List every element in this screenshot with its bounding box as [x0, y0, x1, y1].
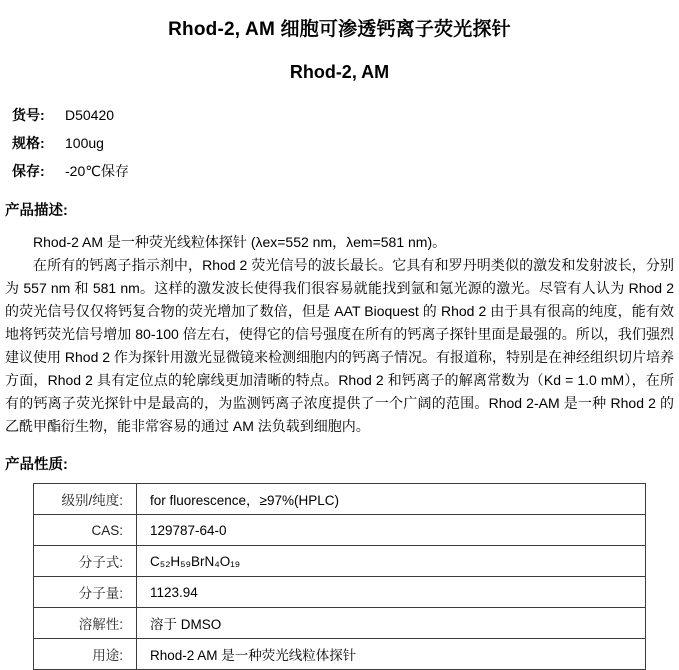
page-subtitle: Rhod-2, AM	[289, 62, 390, 82]
table-row-molecular-weight	[34, 577, 646, 608]
info-row-storage	[12, 157, 674, 185]
row-label: 用途:	[34, 639, 137, 670]
row-label: 溶解性:	[34, 608, 137, 639]
row-value: 1123.94	[137, 577, 646, 608]
description-body	[5, 231, 674, 438]
row-value: C₅₂H₅₉BrN₄O₁₉	[137, 546, 646, 577]
storage-value: -20℃保存	[65, 163, 129, 179]
table-row-grade	[34, 484, 646, 515]
package-size-label: 规格:	[12, 135, 45, 151]
properties-section-heading: 产品性质:	[5, 457, 68, 473]
row-label: 分子式:	[34, 546, 137, 577]
table-row-molecular-formula	[34, 546, 646, 577]
table-row-cas	[34, 515, 646, 546]
page-title: Rhod-2, AM 细胞可渗透钙离子荧光探针	[168, 19, 511, 40]
storage-label: 保存:	[12, 163, 45, 179]
info-row-catalog	[12, 101, 674, 129]
product-info-block	[5, 101, 674, 185]
row-label: CAS:	[34, 515, 137, 546]
catalog-number-label: 货号:	[12, 107, 45, 123]
info-row-size	[12, 129, 674, 157]
description-paragraph: 在所有的钙离子指示剂中，Rhod 2 荧光信号的波长最长。它具有和罗丹明类似的激发和发射波长，分别为 557 nm 和 581 nm。这样的激发波长使得我们很容易就能找到氩和氪光源的激光。尽管有人认为 Rhod 2 的荧光信号仅仅将钙复合物的荧光增加了数倍，但是 AAT Bioquest 的 Rhod 2 由于具有很高的纯度，能有效地将钙荧光信号增加 80-100 倍左右，使得它的信号强度在所有的钙离子探针里面是最强的。所以，我们强烈建议使用 Rhod 2 作为探针用激光显微镜来检测细胞内的钙离子情况。有报道称，特别是在神经组织切片培养方面，Rhod 2 具有定位点的轮廓线更加清晰的特点。Rhod 2 和钙离子的解离常数为（Kd = 1.0 mM），在所有的钙离子荧光探针中是最高的，为监测钙离子浓度提供了一个广阔的范围。Rhod 2-AM 是一种 Rhod 2 的乙酰甲酯衍生物，能非常容易的通过 AM 法负载到细胞内。	[5, 257, 674, 434]
table-row-solubility	[34, 608, 646, 639]
row-value: 溶于 DMSO	[137, 608, 646, 639]
row-value: for fluorescence，≥97%(HPLC)	[137, 484, 646, 515]
row-label: 级别/纯度:	[34, 484, 137, 515]
row-label: 分子量:	[34, 577, 137, 608]
description-section-heading: 产品描述:	[5, 203, 68, 219]
catalog-number-value: D50420	[65, 107, 115, 123]
row-value: 129787-64-0	[137, 515, 646, 546]
description-paragraph: Rhod-2 AM 是一种荧光线粒体探针 (λex=552 nm，λem=581 nm)。	[33, 234, 447, 250]
row-value: Rhod-2 AM 是一种荧光线粒体探针	[137, 639, 646, 670]
package-size-value: 100ug	[65, 135, 104, 151]
table-row-usage	[34, 639, 646, 670]
properties-table	[33, 483, 646, 670]
